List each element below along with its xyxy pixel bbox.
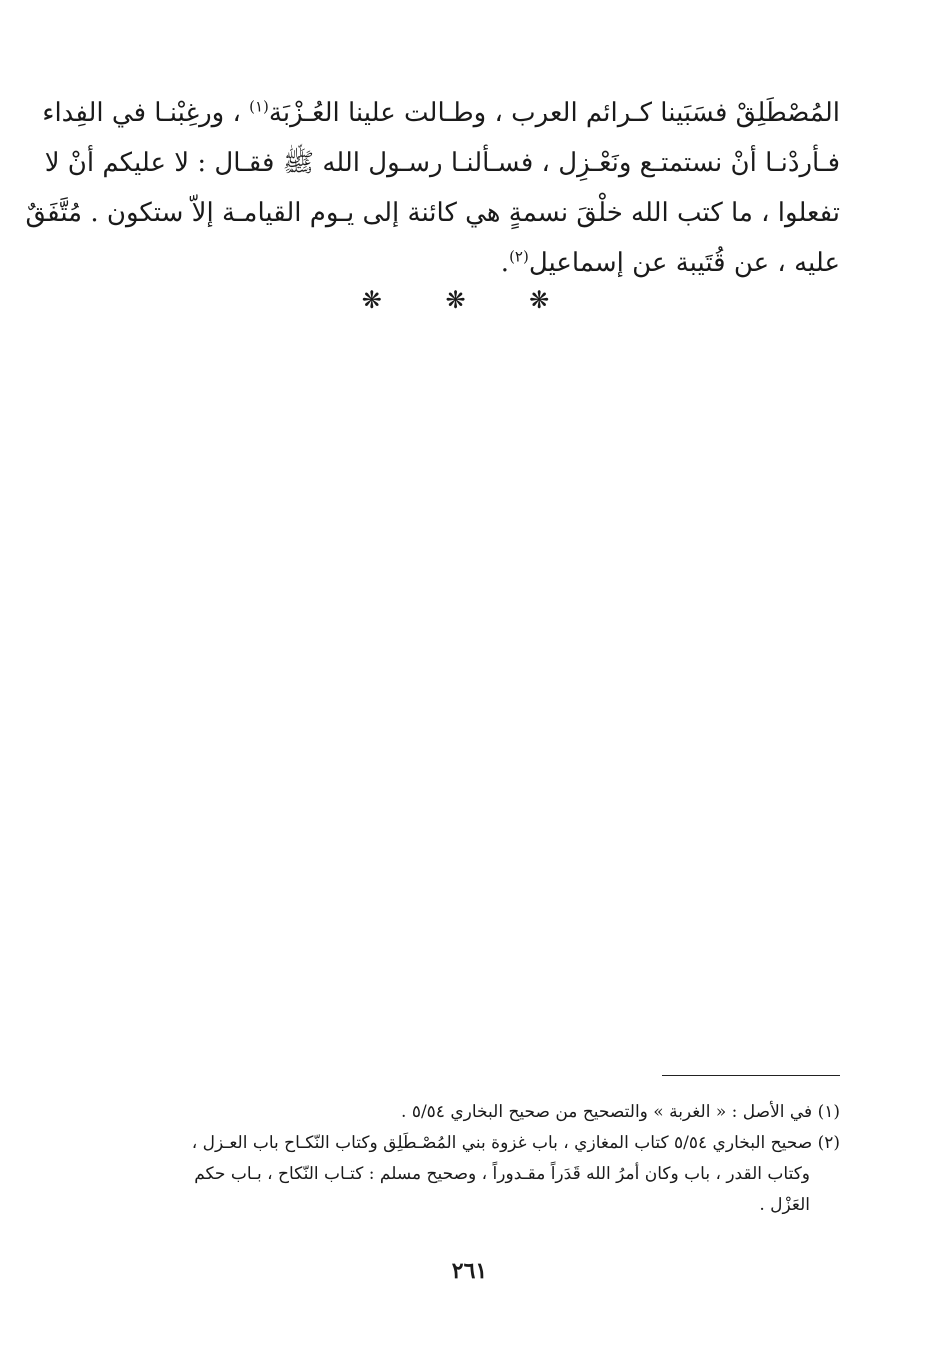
footnote-marker-2[interactable]: (٢) bbox=[509, 247, 529, 266]
text-line-1: المُصْطَلِقْ فسَبَينا كـرائم العرب ، وطـالت علينا العُـزْبَة$^{(١)}$ ، ورغِبْنـا في الفِداء bbox=[42, 97, 840, 128]
section-separator: ❋ ❋ ❋ bbox=[361, 286, 578, 314]
footnote-marker-1[interactable]: (١) bbox=[249, 97, 269, 116]
page-number: ٢٦١ bbox=[451, 1258, 488, 1284]
footnotes bbox=[140, 1097, 840, 1221]
text-line-2: فـأردْنـا أنْ نستمتـع ونَعْـزِل ، فسـألنـا رسـول الله ﷺ فقـال : لا عليكم أنْ لا bbox=[44, 148, 840, 178]
footnote-2-line-3: العَزْل . bbox=[759, 1195, 810, 1215]
main-text bbox=[25, 88, 840, 288]
footnote-2 bbox=[140, 1128, 840, 1221]
footnote-1 bbox=[140, 1097, 840, 1128]
footnote-2-line-2: وكتاب القدر ، باب وكان أمرُ الله قَدَراً مقـدوراً ، وصحيح مسلم : كتـاب النّكاح ، بـاب حكم bbox=[194, 1164, 810, 1184]
footnote-1-text: (١) في الأصل : « الغربة » والتصحيح من صحيح البخاري ٥/٥٤ . bbox=[401, 1102, 840, 1122]
text-line-4: عليه ، عن قُتَيبة عن إسماعيل$^{(٢)}$. bbox=[500, 247, 840, 278]
footnote-divider bbox=[662, 1075, 840, 1076]
footnote-2-line-1: (٢) صحيح البخاري ٥/٥٤ كتاب المغازي ، باب غزوة بني المُصْـطَلِق وكتاب النّكـاح باب العـزل ، bbox=[191, 1133, 840, 1153]
text-line-3: تفعلوا ، ما كتب الله خلْقَ نسمةٍ هي كائنة إلى يـوم القيامـة إلاّ ستكون . مُتَّفَقٌ bbox=[25, 198, 840, 228]
